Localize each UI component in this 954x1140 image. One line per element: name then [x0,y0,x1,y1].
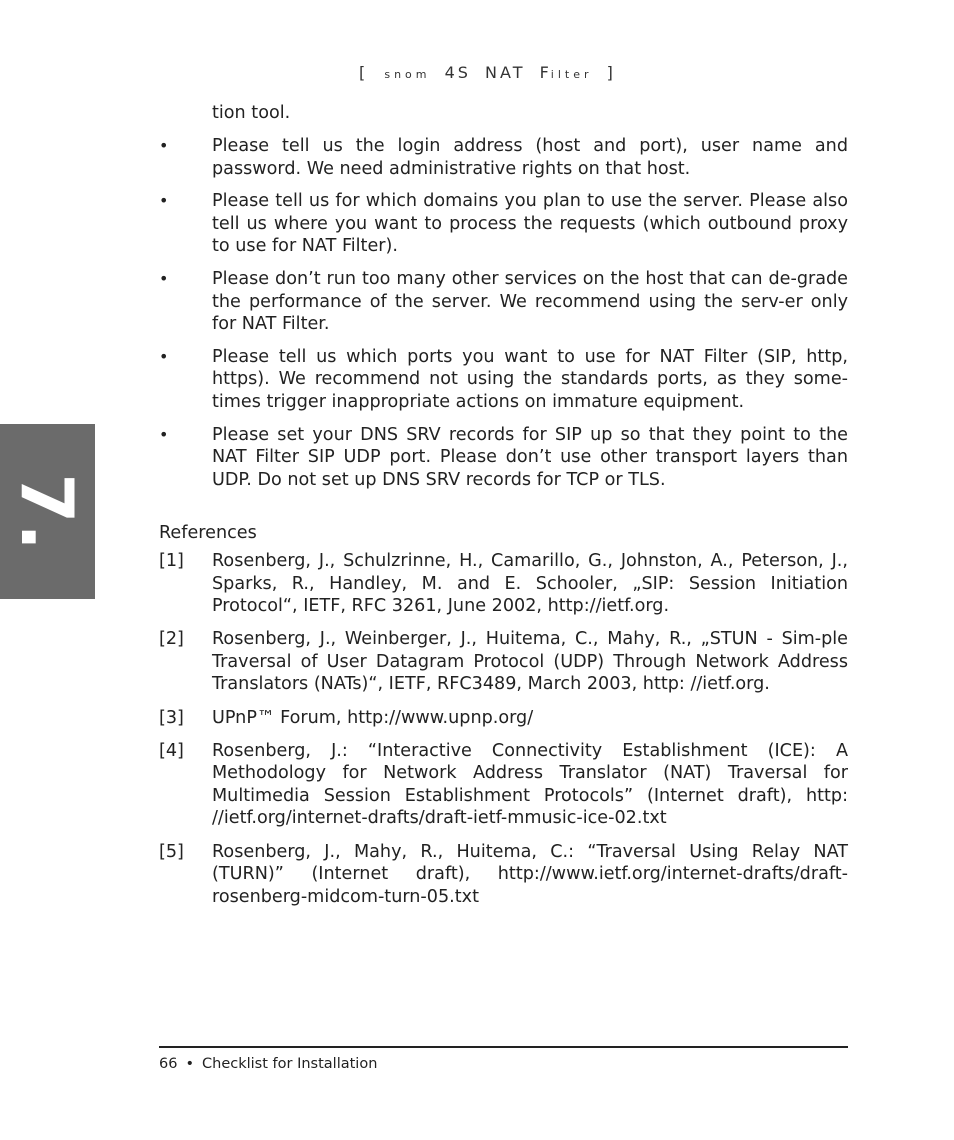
reference-text: Rosenberg, J., Schulzrinne, H., Camarillo, G., Johnston, A., Peterson, J., Sparks, R., Handley, M. and E. Schooler, „SIP: Session Initiation Protocol“, IETF, RFC 3261, June 2002, http://ietf.org. [212,551,848,617]
reference-item [159,550,848,618]
bullet-text: Please set your DNS SRV records for SIP up so that they point to the NAT Filter SIP UDP port. Please don’t use other transport layers than UDP. Do not set up DNS SRV records for TCP or TLS. [212,424,848,490]
header-brand: snom [384,68,431,81]
reference-text: Rosenberg, J., Weinberger, J., Huitema, C., Mahy, R., „STUN - Sim-ple Traversal of User Datagram Protocol (UDP) Through Network Address Translators (NATs)“, IETF, RFC3489, March 2003, http: //ietf.org. [212,629,848,695]
footer-bullet-icon: • [185,1056,195,1072]
list-item [159,135,848,180]
header-product: 4S [444,63,471,82]
bullet-icon: • [159,424,169,444]
checklist-bullets [159,135,848,501]
bullet-text: Please don’t run too many other services on the host that can de-grade the performance of the server. We recommend using the serv-er only for NAT Filter. [212,268,848,335]
bullet-text: Please tell us the login address (host and port), user name and password. We need administrative rights on that host. [212,136,848,179]
header-close-bracket: ] [606,63,616,82]
footer-section-title: Checklist for Installation [202,1056,378,1072]
list-item [159,190,848,258]
reference-number: [1] [159,551,184,571]
running-header [359,63,649,82]
reference-text: UPnP™ Forum, http://www.upnp.org/ [212,707,534,728]
bullet-icon: • [159,346,169,366]
references-list [159,550,848,919]
bullet-icon: • [159,268,169,288]
chapter-number: 7. [5,473,89,551]
references-heading: References [159,523,257,543]
list-item [159,268,848,336]
reference-text: Rosenberg, J., Mahy, R., Huitema, C.: “Traversal Using Relay NAT (TURN)” (Internet draft), http://www.ietf.org/internet-drafts/draft-rosenberg-midcom-turn-05.txt [212,841,848,907]
footer-divider [159,1046,848,1048]
header-filter-initial: F [539,63,551,82]
bullet-text: Please tell us for which domains you plan to use the server. Please also tell us where you want to process the requests (which outbound proxy to use for NAT Filter). [212,191,848,257]
list-item [159,346,848,414]
header-open-bracket: [ [359,63,369,82]
reference-number: [5] [159,841,184,862]
reference-item [159,707,848,730]
header-filter-rest: ilter [550,68,593,81]
bullet-text: Please tell us which ports you want to use for NAT Filter (SIP, http, https). We recommend not using the standards ports, as they some-times trigger inappropriate actions on immature equipment. [212,346,848,412]
chapter-tab [0,424,95,599]
reference-item [159,628,848,696]
page-footer [159,1056,377,1072]
list-item [159,424,848,492]
reference-number: [3] [159,707,184,728]
reference-item [159,740,848,830]
reference-item [159,841,848,909]
bullet-icon: • [159,191,169,211]
page-number: 66 [159,1056,178,1072]
bullet-icon: • [159,136,169,155]
reference-number: [4] [159,740,184,761]
reference-number: [2] [159,629,184,650]
reference-text: Rosenberg, J.: “Interactive Connectivity Establishment (ICE): A Methodology for Network Address Translator (NAT) Traversal for Multimedia Session Establishment Protocols” (Internet draft), http: //ietf.org/internet-drafts/draft-ietf-mmusic-ice-02.txt [212,740,848,829]
header-nat: NAT [485,63,526,82]
continuation-text: tion tool. [212,103,291,123]
